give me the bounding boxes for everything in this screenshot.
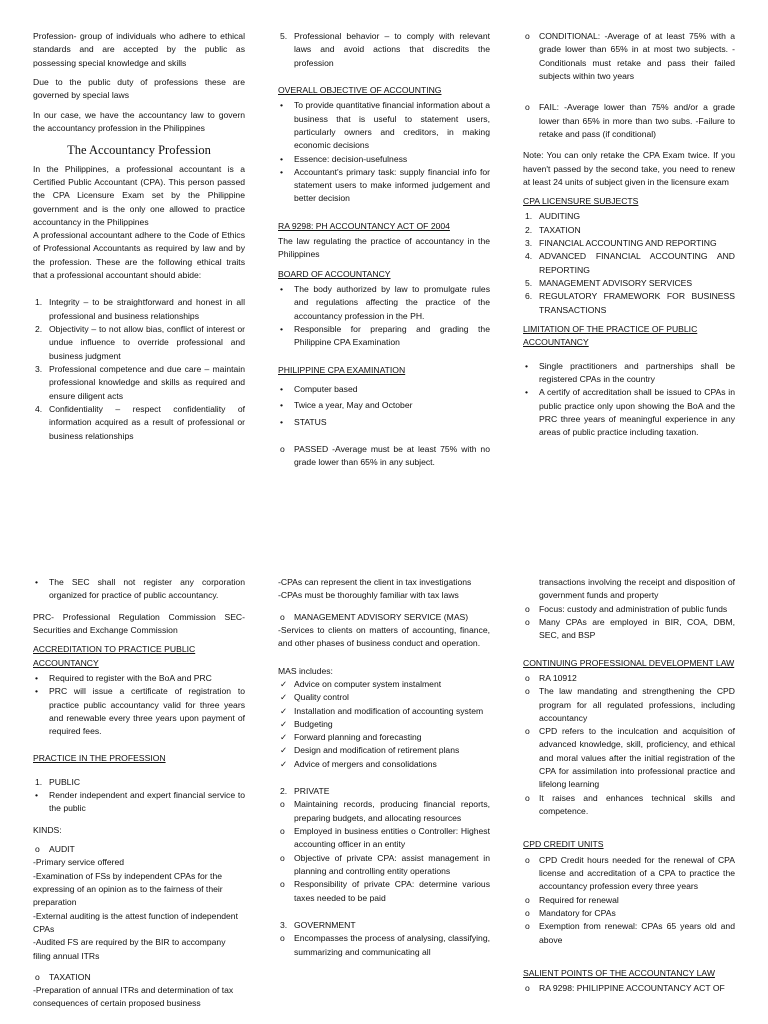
licensure-subjects-heading: CPA LICENSURE SUBJECTS bbox=[523, 196, 639, 207]
mas-label-list bbox=[278, 611, 490, 624]
abbreviations-text: PRC- Professional Regulation Commission SEC- Securities and Exchange Commission bbox=[33, 611, 245, 635]
list-item: o AUDIT bbox=[35, 844, 75, 854]
cpa-exam-list bbox=[278, 383, 490, 429]
passed-status bbox=[278, 443, 490, 470]
list-item: o CPD Credit hours needed for the renewal of CPA license and accreditation of a CPA to practice the accountancy profession every three years bbox=[525, 854, 735, 892]
list-item: 4. Confidentiality – respect confidentiality of information acquired as a result of professional or business relationships bbox=[35, 403, 245, 441]
section-title: The Accountancy Profession bbox=[67, 143, 211, 158]
overall-objective-list bbox=[278, 99, 490, 206]
private-label-list bbox=[278, 785, 490, 798]
list-item: • Render independent and expert financial service to the public bbox=[35, 790, 245, 814]
list-item: • The SEC shall not register any corporation organized for practice of public accountancy. bbox=[35, 577, 245, 601]
government-list bbox=[278, 932, 490, 959]
list-item: 5. MANAGEMENT ADVISORY SERVICES bbox=[525, 278, 693, 288]
public-label-list bbox=[33, 776, 245, 789]
list-item: ✓ Design and modification of retirement plans bbox=[280, 745, 460, 756]
tax-line: -CPAs must be thoroughly familiar with tax laws bbox=[278, 590, 459, 601]
government-label-list bbox=[278, 919, 490, 932]
limitation-heading: LIMITATION OF THE PRACTICE OF PUBLIC ACCOUNTANCY bbox=[523, 323, 698, 348]
overall-objective-heading: OVERALL OBJECTIVE OF ACCOUNTING bbox=[278, 84, 442, 95]
sec-list bbox=[33, 576, 245, 603]
profession-definition: Profession- group of individuals who adhere to ethical standards and are accepted by the public as possessing special knowledge and skills bbox=[33, 31, 245, 68]
mas-text: -Services to clients on matters of accounting, finance, and other phases of business conduct and operation. bbox=[278, 624, 490, 649]
salient-list bbox=[523, 982, 735, 995]
private-list bbox=[278, 798, 490, 905]
ethical-traits-list bbox=[33, 296, 245, 442]
list-item: ✓ Forward planning and forecasting bbox=[280, 732, 422, 743]
list-item: • To provide quantitative financial information about a business that is useful to statement users, particularly owners and creditors, in making economic decisions bbox=[280, 100, 490, 151]
audit-line: -External auditing is the attest function of independent CPAs bbox=[33, 910, 238, 934]
list-item: 2. Objectivity – to not allow bias, conflict of interest or undue influence to override professional and business judgment bbox=[35, 324, 245, 361]
list-item: o TAXATION bbox=[35, 971, 91, 982]
list-item: 3. Professional competence and due care – maintain professional knowledge and skills as required and ensure diligent acts bbox=[35, 363, 245, 401]
board-list bbox=[278, 283, 490, 350]
list-item: • Essence: decision-usefulness bbox=[280, 153, 408, 164]
cpa-definition: In the Philippines, a professional accountant is a Certified Public Accountant (CPA). This person passed the CPA Licensure Exam set by the Philippine government and is the only one allowed to practice accountancy in the Philippines bbox=[33, 163, 245, 227]
accreditation-list bbox=[33, 672, 245, 739]
accreditation-heading: ACCREDITATION TO PRACTICE PUBLIC ACCOUNTANCY bbox=[33, 644, 196, 668]
list-item: o Responsibility of private CPA: determine various taxes needed to be paid bbox=[280, 879, 490, 903]
list-item: • The body authorized by law to promulgate rules and regulations affecting the practice of the accountancy profession in the PH. bbox=[280, 284, 490, 321]
list-item: o The law mandating and strengthening the CPD program for all regulated professions, including accountancy bbox=[525, 686, 735, 723]
taxation-label-list bbox=[33, 971, 245, 984]
list-item: 4. ADVANCED FINANCIAL ACCOUNTING AND REPORTING bbox=[525, 251, 735, 275]
list-item: • STATUS bbox=[280, 416, 327, 427]
mas-list bbox=[278, 678, 490, 771]
list-item: • Twice a year, May and October bbox=[280, 400, 413, 411]
retake-note: Note: You can only retake the CPA Exam twice. If you haven't passed by the second take, you need to renew at least 24 units of subject given in the licensure exam bbox=[523, 150, 735, 187]
cpd-law-heading: CONTINUING PROFESSIONAL DEVELOPMENT LAW bbox=[523, 657, 735, 668]
list-item: o MANAGEMENT ADVISORY SERVICE (MAS) bbox=[280, 611, 469, 622]
list-item: 2. TAXATION bbox=[525, 224, 581, 235]
licensure-subjects-list bbox=[523, 210, 735, 317]
cpd-credit-heading: CPD CREDIT UNITS bbox=[523, 839, 604, 850]
limitation-list bbox=[523, 360, 735, 440]
list-item: 3. FINANCIAL ACCOUNTING AND REPORTING bbox=[525, 238, 717, 249]
audit-label-list bbox=[33, 843, 245, 856]
list-item: 5. Professional behavior – to comply with relevant laws and avoid actions that discredits the profession bbox=[280, 31, 490, 68]
code-of-ethics-text: A professional accountant adhere to the Code of Ethics of Professional Accountants as required by law and by the profession. These are the following ethical traits that a professional accountant should abide: bbox=[33, 230, 245, 281]
ra-9298-heading: RA 9298: PH ACCOUNTANCY ACT OF 2004 bbox=[278, 220, 450, 231]
list-item: o CPD refers to the inculcation and acquisition of advanced knowledge, skill, proficiency, and ethical and moral values after the initial registration of the CPA for assimilation into professional practice and lifelong learning bbox=[525, 726, 735, 790]
column-3-top bbox=[523, 30, 735, 439]
list-item: o RA 9298: PHILIPPINE ACCOUNTANCY ACT OF bbox=[525, 983, 725, 994]
list-item: o PASSED -Average must be at least 75% with no grade lower than 65% in any subject. bbox=[280, 443, 490, 468]
cpd-credit-list bbox=[523, 854, 735, 947]
column-2-top bbox=[278, 30, 490, 469]
list-item: o CONDITIONAL: -Average of at least 75% with a grade lower than 65% in at most two subjects. -Conditionals must retake and pass their failed subjects within two years bbox=[525, 31, 735, 81]
cpa-exam-heading: PHILIPPINE CPA EXAMINATION bbox=[278, 364, 406, 375]
list-item: ✓ Advice on computer system instalment bbox=[280, 678, 442, 689]
list-item: o Encompasses the process of analysing, classifying, summarizing and communicating all bbox=[280, 933, 490, 957]
trait-5-list bbox=[278, 30, 490, 70]
fail-status bbox=[523, 101, 735, 141]
column-1-top bbox=[33, 30, 245, 443]
list-item: o Employed in business entities o Controller: Highest accounting officer in an entity bbox=[280, 826, 490, 850]
list-item: 2. PRIVATE bbox=[280, 786, 330, 797]
practice-heading: PRACTICE IN THE PROFESSION bbox=[33, 753, 166, 764]
public-duty-text: Due to the public duty of professions these are governed by special laws bbox=[33, 76, 245, 101]
list-item: ✓ Installation and modification of accounting system bbox=[280, 705, 484, 716]
conditional-status bbox=[523, 30, 735, 83]
list-item: o RA 10912 bbox=[525, 672, 577, 683]
audit-line: -Audited FS are required by the BIR to accompany filing annual ITRs bbox=[33, 937, 226, 961]
list-item: • Required to register with the BoA and PRC bbox=[35, 672, 212, 683]
mas-includes-label: MAS includes: bbox=[278, 665, 333, 676]
list-item: ✓ Budgeting bbox=[280, 718, 333, 729]
list-item: o Many CPAs are employed in BIR, COA, DBM, SEC, and BSP bbox=[525, 616, 735, 641]
salient-points-heading: SALIENT POINTS OF THE ACCOUNTANCY LAW bbox=[523, 967, 715, 978]
list-item: • A certify of accreditation shall be issued to CPAs in public practice only upon showing the BoA and the PRC three years of meaningful experience in any areas of public practice including taxation. bbox=[525, 387, 735, 438]
kinds-label: KINDS: bbox=[33, 824, 62, 835]
list-item: ✓ Quality control bbox=[280, 692, 349, 703]
list-item: • Accountant's primary task: supply financial info for statement users to make informed judgement and better decision bbox=[280, 166, 490, 204]
list-item: 1. Integrity – to be straightforward and honest in all professional and business relationships bbox=[35, 297, 245, 321]
list-item: o Maintaining records, producing financial reports, preparing budgets, and allocating resources bbox=[280, 799, 490, 823]
board-of-accountancy-heading: BOARD OF ACCOUNTANCY bbox=[278, 268, 391, 279]
list-item: • Computer based bbox=[280, 383, 358, 394]
list-item: ✓ Advice of mergers and consolidations bbox=[280, 758, 437, 769]
column-2-bottom bbox=[278, 576, 490, 959]
list-item: o Exemption from renewal: CPAs 65 years old and above bbox=[525, 921, 735, 945]
column-1-bottom bbox=[33, 576, 245, 1011]
tax-line: -CPAs can represent the client in tax investigations bbox=[278, 577, 472, 587]
list-item: o Focus: custody and administration of public funds bbox=[525, 603, 728, 614]
government-cont-list bbox=[523, 603, 735, 643]
list-item: o Objective of private CPA: assist management in planning and controlling entity operations bbox=[280, 852, 490, 876]
list-item: o Required for renewal bbox=[525, 894, 619, 905]
list-item: o Mandatory for CPAs bbox=[525, 907, 616, 918]
ra-9298-text: The law regulating the practice of accountancy in the Philippines bbox=[278, 236, 490, 260]
list-item: 1. PUBLIC bbox=[35, 776, 81, 787]
list-item: o It raises and enhances technical skills and competence. bbox=[525, 792, 735, 816]
list-item: 1. AUDITING bbox=[525, 211, 581, 222]
taxation-line: -Preparation of annual ITRs and determination of tax consequences of certain proposed business bbox=[33, 985, 234, 1009]
list-item: • Single practitioners and partnerships shall be registered CPAs in the country bbox=[525, 360, 735, 384]
public-list bbox=[33, 789, 245, 816]
list-item: o FAIL: -Average lower than 75% and/or a grade lower than 65% in more than two subs. -Failure to retake and pass (if conditional) bbox=[525, 102, 735, 139]
column-3-bottom bbox=[523, 576, 735, 995]
list-item: • Responsible for preparing and grading the Philippine CPA Examination bbox=[280, 323, 490, 348]
list-item: • PRC will issue a certificate of registration to practice public accountancy valid for three years and renewable every three years upon payment of required fees. bbox=[35, 686, 245, 737]
audit-line: -Examination of FSs by independent CPAs for the expressing of an opinion as to the fairness of their preparation bbox=[33, 870, 223, 908]
government-continuation: transactions involving the receipt and disposition of government funds and property bbox=[539, 577, 735, 601]
list-item: 3. GOVERNMENT bbox=[280, 919, 356, 930]
accountancy-law-text: In our case, we have the accountancy law to govern the accountancy profession in the Philippines bbox=[33, 109, 245, 133]
audit-line: -Primary service offered bbox=[33, 857, 125, 868]
list-item: 6. REGULATORY FRAMEWORK FOR BUSINESS TRANSACTIONS bbox=[525, 291, 735, 315]
cpd-law-list bbox=[523, 672, 735, 818]
